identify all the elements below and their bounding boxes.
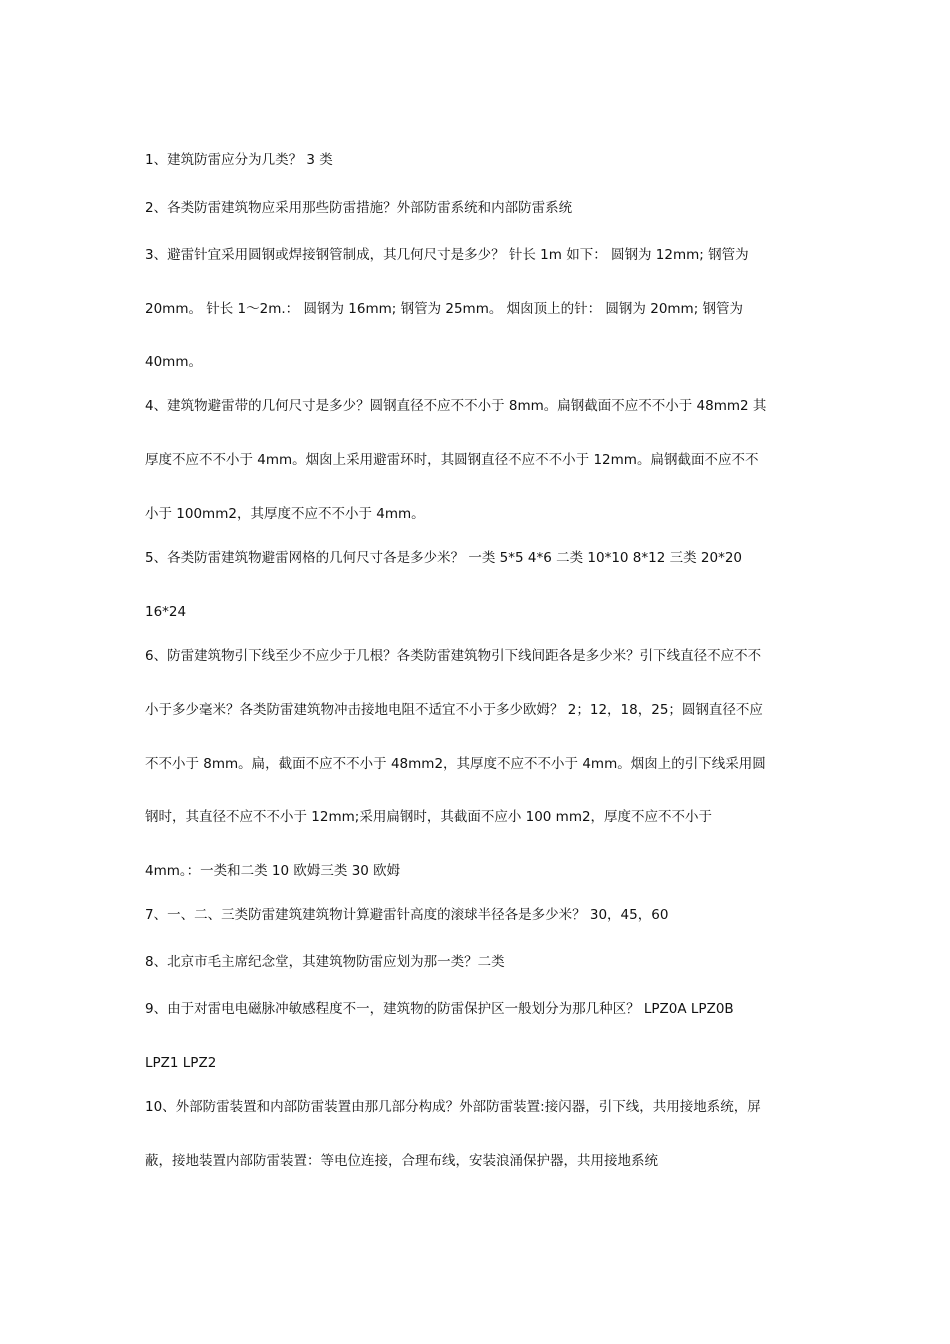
q9-line-2: LPZ1 LPZ2: [145, 1055, 217, 1071]
q1-line: 1、建筑防雷应分为几类？ 3 类: [145, 152, 333, 168]
q4-line-2: 厚度不应不不小于 4mm。烟囱上采用避雷环时，其圆钢直径不应不不小于 12mm。扁钢截面不应不不: [145, 452, 759, 468]
q6-line-2: 小于多少毫米？各类防雷建筑物冲击接地电阻不适宜不小于多少欧姆？ 2；12，18，25；圆钢直径不应: [145, 702, 763, 718]
q6-line-5: 4mm。：一类和二类 10 欧姆三类 30 欧姆: [145, 863, 401, 879]
q6-line-1: 6、防雷建筑物引下线至少不应少于几根？各类防雷建筑物引下线间距各是多少米？引下线直径不应不不: [145, 648, 762, 664]
q4-line-3: 小于 100mm2，其厚度不应不不小于 4mm。: [145, 506, 425, 522]
q8-line: 8、北京市毛主席纪念堂，其建筑物防雷应划为那一类？二类: [145, 954, 505, 970]
q9-line-1: 9、由于对雷电电磁脉冲敏感程度不一，建筑物的防雷保护区一般划分为那几种区？ LPZ0A LPZ0B: [145, 1001, 734, 1017]
q3-line-3: 40mm。: [145, 354, 202, 370]
q7-line: 7、一、二、三类防雷建筑建筑物计算避雷针高度的滚球半径各是多少米？ 30，45，60: [145, 907, 669, 923]
q5-line-2: 16*24: [145, 604, 187, 620]
q10-line-2: 蔽，接地装置内部防雷装置：等电位连接，合理布线，安装浪涌保护器，共用接地系统: [145, 1153, 658, 1169]
q5-line-1: 5、各类防雷建筑物避雷网格的几何尺寸各是多少米？ 一类 5*5 4*6 二类 10*10 8*12 三类 20*20: [145, 550, 743, 566]
q3-line-1: 3、避雷针宜采用圆钢或焊接钢管制成，其几何尺寸是多少？ 针长 1m 如下： 圆钢为 12mm; 钢管为: [145, 247, 749, 263]
q6-line-4: 钢时，其直径不应不不小于 12mm;采用扁钢时，其截面不应小 100 mm2，厚度不应不不小于: [145, 809, 713, 825]
q2-line: 2、各类防雷建筑物应采用那些防雷措施？外部防雷系统和内部防雷系统: [145, 200, 573, 216]
q6-line-3: 不不小于 8mm。扁，截面不应不不小于 48mm2，其厚度不应不不小于 4mm。烟囱上的引下线采用圆: [145, 756, 766, 772]
q3-line-2: 20mm。 针长 1～2m.： 圆钢为 16mm; 钢管为 25mm。 烟囱顶上的针： 圆钢为 20mm; 钢管为: [145, 301, 744, 317]
q4-line-1: 4、建筑物避雷带的几何尺寸是多少？圆钢直径不应不不小于 8mm。扁钢截面不应不不小于 48mm2 其: [145, 398, 767, 414]
q10-line-1: 10、外部防雷装置和内部防雷装置由那几部分构成？外部防雷装置:接闪器，引下线，共用接地系统，屏: [145, 1099, 761, 1115]
